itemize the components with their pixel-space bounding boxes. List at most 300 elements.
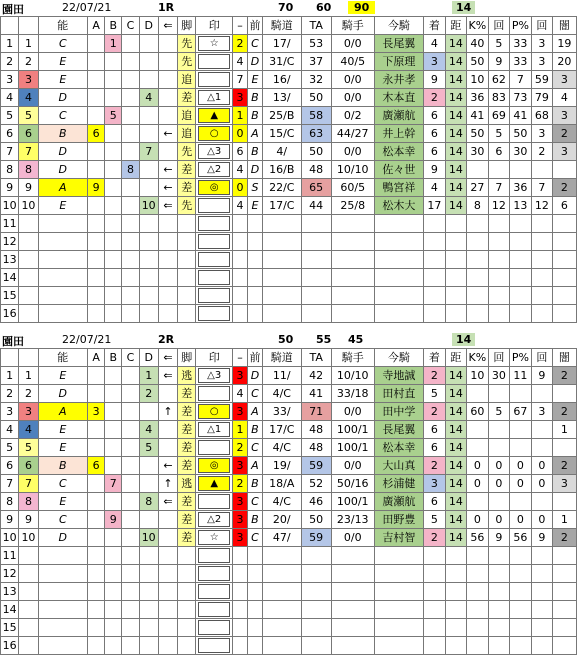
cell-empty bbox=[553, 547, 577, 565]
mark-box[interactable]: △2 bbox=[198, 162, 230, 177]
cell-kai: 9 bbox=[488, 529, 510, 547]
mark-box[interactable] bbox=[198, 270, 230, 285]
cell-kido: 4/C bbox=[262, 493, 301, 511]
cell-ta: 37 bbox=[301, 53, 331, 71]
cell-kido: 19/ bbox=[262, 457, 301, 475]
cell-w: 10 bbox=[19, 197, 38, 215]
cell-empty bbox=[331, 269, 374, 287]
cell-yami: 4 bbox=[553, 89, 577, 107]
cell-w: 10 bbox=[19, 529, 38, 547]
cell-ta: 53 bbox=[301, 35, 331, 53]
cell-nou: D bbox=[38, 143, 87, 161]
cell-empty: 13 bbox=[1, 583, 19, 601]
cell-k: 27 bbox=[467, 179, 489, 197]
table-row[interactable] bbox=[1, 107, 577, 125]
cell-empty bbox=[178, 287, 196, 305]
cell-empty bbox=[301, 547, 331, 565]
mark-box[interactable] bbox=[198, 638, 230, 653]
mark-box[interactable] bbox=[198, 566, 230, 581]
cell-empty bbox=[232, 637, 247, 655]
cell-ta: 32 bbox=[301, 71, 331, 89]
column-header: – bbox=[232, 349, 247, 367]
table-row[interactable] bbox=[1, 143, 577, 161]
cell-kai: 83 bbox=[488, 89, 510, 107]
cell-empty bbox=[105, 601, 122, 619]
cell-ima: 松木大 bbox=[374, 197, 423, 215]
cell-nou: E bbox=[38, 493, 87, 511]
cell-empty bbox=[247, 251, 262, 269]
cell-dash: 2 bbox=[232, 439, 247, 457]
cell-dash: 3 bbox=[232, 367, 247, 385]
cell-empty bbox=[488, 601, 510, 619]
cell-chaku: 17 bbox=[424, 197, 446, 215]
cell-empty bbox=[105, 583, 122, 601]
cell-nou: A bbox=[38, 403, 87, 421]
cell-k: 10 bbox=[467, 367, 489, 385]
table-row-empty bbox=[1, 251, 577, 269]
table-row[interactable] bbox=[1, 179, 577, 197]
cell-empty bbox=[467, 601, 489, 619]
mark-box[interactable] bbox=[198, 54, 230, 69]
cell-empty bbox=[38, 233, 87, 251]
cell-yami: 2 bbox=[553, 529, 577, 547]
mark-box[interactable] bbox=[198, 252, 230, 267]
mark-box[interactable] bbox=[198, 288, 230, 303]
cell-nou: C bbox=[38, 511, 87, 529]
cell-k bbox=[467, 161, 489, 179]
cell-b bbox=[105, 197, 122, 215]
mark-box[interactable] bbox=[198, 306, 230, 321]
cell-ima: 井上幹 bbox=[374, 125, 423, 143]
mark-box[interactable]: ▲ bbox=[198, 108, 230, 123]
mark-box[interactable]: ◎ bbox=[198, 458, 230, 473]
cell-d bbox=[139, 107, 158, 125]
cell-mark bbox=[196, 403, 233, 421]
cell-empty bbox=[467, 215, 489, 233]
cell-empty bbox=[87, 547, 104, 565]
cell-empty bbox=[38, 619, 87, 637]
cell-a bbox=[87, 53, 104, 71]
cell-arrow bbox=[158, 89, 177, 107]
cell-yami: 2 bbox=[553, 179, 577, 197]
cell-n: 6 bbox=[1, 125, 19, 143]
cell-dash: 2 bbox=[232, 35, 247, 53]
cell-mae: A bbox=[247, 403, 262, 421]
mark-box[interactable] bbox=[198, 440, 230, 455]
cell-w: 3 bbox=[19, 71, 38, 89]
cell-kishu: 0/2 bbox=[331, 107, 374, 125]
cell-dash: 0 bbox=[232, 179, 247, 197]
cell-ima: 吉村智 bbox=[374, 529, 423, 547]
cell-d: 1 bbox=[139, 367, 158, 385]
cell-p: 33 bbox=[510, 35, 532, 53]
cell-empty bbox=[301, 287, 331, 305]
cell-empty bbox=[488, 233, 510, 251]
cell-empty bbox=[467, 251, 489, 269]
cell-empty bbox=[467, 287, 489, 305]
top-val-2: 60 bbox=[316, 1, 332, 14]
column-header: 騎道 bbox=[262, 349, 301, 367]
cell-empty bbox=[196, 305, 233, 323]
cell-p bbox=[510, 421, 532, 439]
cell-empty bbox=[38, 565, 87, 583]
cell-empty bbox=[301, 215, 331, 233]
cell-n: 7 bbox=[1, 475, 19, 493]
table-row[interactable] bbox=[1, 89, 577, 107]
table-row[interactable] bbox=[1, 197, 577, 215]
cell-dash: 3 bbox=[232, 89, 247, 107]
cell-empty bbox=[262, 637, 301, 655]
cell-d bbox=[139, 475, 158, 493]
mark-box[interactable] bbox=[198, 548, 230, 563]
column-header: 回 bbox=[531, 349, 553, 367]
cell-n: 4 bbox=[1, 421, 19, 439]
table-row[interactable] bbox=[1, 71, 577, 89]
table-row-empty bbox=[1, 565, 577, 583]
table-row[interactable] bbox=[1, 35, 577, 53]
cell-n: 8 bbox=[1, 493, 19, 511]
cell-b bbox=[105, 53, 122, 71]
cell-empty: 14 bbox=[1, 601, 19, 619]
cell-d bbox=[139, 161, 158, 179]
table-row[interactable] bbox=[1, 161, 577, 179]
column-header: ⇐ bbox=[158, 349, 177, 367]
cell-mae: C bbox=[247, 529, 262, 547]
column-header: 距 bbox=[445, 17, 467, 35]
cell-mark bbox=[196, 457, 233, 475]
cell-kyori: 14 bbox=[445, 367, 467, 385]
column-header: 騎手 bbox=[331, 349, 374, 367]
cell-empty bbox=[510, 565, 532, 583]
cell-empty bbox=[122, 251, 139, 269]
cell-chaku: 6 bbox=[424, 125, 446, 143]
cell-mark bbox=[196, 367, 233, 385]
cell-a bbox=[87, 367, 104, 385]
cell-w: 8 bbox=[19, 493, 38, 511]
column-header bbox=[19, 17, 38, 35]
cell-empty bbox=[531, 583, 553, 601]
cell-n: 3 bbox=[1, 71, 19, 89]
column-header: 脚 bbox=[178, 349, 196, 367]
column-header: – bbox=[232, 17, 247, 35]
cell-nou: D bbox=[38, 161, 87, 179]
cell-empty bbox=[331, 601, 374, 619]
mark-box[interactable]: △1 bbox=[198, 90, 230, 105]
mark-box[interactable]: ○ bbox=[198, 126, 230, 141]
cell-ta: 52 bbox=[301, 475, 331, 493]
cell-empty bbox=[445, 601, 467, 619]
cell-empty bbox=[139, 269, 158, 287]
cell-d: 2 bbox=[139, 385, 158, 403]
cell-kyori: 14 bbox=[445, 35, 467, 53]
cell-nou: E bbox=[38, 421, 87, 439]
cell-p: 7 bbox=[510, 71, 532, 89]
cell-empty bbox=[122, 215, 139, 233]
cell-empty bbox=[374, 215, 423, 233]
cell-ta: 48 bbox=[301, 161, 331, 179]
cell-empty bbox=[262, 619, 301, 637]
cell-kai2 bbox=[531, 439, 553, 457]
cell-n: 10 bbox=[1, 197, 19, 215]
cell-kishu: 0/0 bbox=[331, 143, 374, 161]
cell-k: 56 bbox=[467, 529, 489, 547]
mark-box[interactable]: ☆ bbox=[198, 530, 230, 545]
mark-box[interactable]: △3 bbox=[198, 368, 230, 383]
mark-box[interactable]: ◎ bbox=[198, 180, 230, 195]
cell-kyori: 14 bbox=[445, 475, 467, 493]
cell-chaku: 6 bbox=[424, 107, 446, 125]
cell-kyori: 14 bbox=[445, 493, 467, 511]
cell-empty bbox=[488, 251, 510, 269]
cell-nou: A bbox=[38, 179, 87, 197]
cell-empty bbox=[488, 305, 510, 323]
cell-empty bbox=[105, 637, 122, 655]
cell-empty bbox=[178, 251, 196, 269]
cell-empty bbox=[105, 287, 122, 305]
cell-empty bbox=[196, 215, 233, 233]
cell-dash: 0 bbox=[232, 125, 247, 143]
cell-empty bbox=[139, 287, 158, 305]
cell-empty bbox=[196, 583, 233, 601]
cell-kyaku: 先 bbox=[178, 143, 196, 161]
table-row[interactable] bbox=[1, 475, 577, 493]
cell-empty bbox=[122, 601, 139, 619]
cell-chaku: 9 bbox=[424, 161, 446, 179]
cell-k bbox=[467, 385, 489, 403]
cell-yami: 2 bbox=[553, 403, 577, 421]
cell-empty bbox=[196, 233, 233, 251]
cell-kai: 0 bbox=[488, 457, 510, 475]
cell-empty bbox=[553, 215, 577, 233]
cell-b: 1 bbox=[105, 35, 122, 53]
cell-empty bbox=[531, 305, 553, 323]
cell-kyori: 14 bbox=[445, 143, 467, 161]
mark-box[interactable] bbox=[198, 198, 230, 213]
cell-arrow: ⇐ bbox=[158, 197, 177, 215]
cell-empty bbox=[424, 565, 446, 583]
cell-arrow: ← bbox=[158, 457, 177, 475]
cell-arrow: ⇐ bbox=[158, 493, 177, 511]
table-row-empty bbox=[1, 637, 577, 655]
cell-kai2: 3 bbox=[531, 403, 553, 421]
cell-kyaku: 差 bbox=[178, 89, 196, 107]
table-row[interactable] bbox=[1, 493, 577, 511]
mark-box[interactable] bbox=[198, 584, 230, 599]
table-row[interactable] bbox=[1, 367, 577, 385]
cell-empty bbox=[232, 269, 247, 287]
cell-empty bbox=[19, 637, 38, 655]
cell-empty bbox=[158, 215, 177, 233]
cell-empty bbox=[122, 565, 139, 583]
cell-empty: 13 bbox=[1, 251, 19, 269]
cell-mark bbox=[196, 71, 233, 89]
mark-box[interactable] bbox=[198, 602, 230, 617]
cell-empty bbox=[467, 565, 489, 583]
column-header: 闇 bbox=[553, 349, 577, 367]
cell-empty bbox=[87, 583, 104, 601]
mark-box[interactable] bbox=[198, 72, 230, 87]
cell-empty bbox=[262, 305, 301, 323]
table-row[interactable] bbox=[1, 421, 577, 439]
cell-ima: 大山真 bbox=[374, 457, 423, 475]
cell-empty bbox=[331, 583, 374, 601]
cell-empty bbox=[445, 583, 467, 601]
cell-empty bbox=[553, 601, 577, 619]
cell-kai2: 0 bbox=[531, 475, 553, 493]
cell-p: 0 bbox=[510, 511, 532, 529]
cell-kai: 7 bbox=[488, 179, 510, 197]
cell-mark bbox=[196, 53, 233, 71]
cell-empty bbox=[19, 251, 38, 269]
mark-box[interactable]: △1 bbox=[198, 422, 230, 437]
cell-nou: E bbox=[38, 71, 87, 89]
cell-ta: 46 bbox=[301, 493, 331, 511]
cell-empty bbox=[424, 547, 446, 565]
cell-kishu: 23/13 bbox=[331, 511, 374, 529]
column-header bbox=[1, 349, 19, 367]
cell-d: 10 bbox=[139, 529, 158, 547]
cell-chaku: 6 bbox=[424, 421, 446, 439]
cell-d bbox=[139, 125, 158, 143]
cell-kai2: 59 bbox=[531, 71, 553, 89]
cell-ta: 71 bbox=[301, 403, 331, 421]
cell-kai: 5 bbox=[488, 403, 510, 421]
cell-empty bbox=[445, 215, 467, 233]
cell-dash: 1 bbox=[232, 421, 247, 439]
cell-chaku: 2 bbox=[424, 403, 446, 421]
column-header: K% bbox=[467, 17, 489, 35]
cell-ima: 寺地誠 bbox=[374, 367, 423, 385]
mark-box[interactable]: ☆ bbox=[198, 36, 230, 51]
cell-kyori: 14 bbox=[445, 107, 467, 125]
cell-empty bbox=[87, 269, 104, 287]
cell-empty bbox=[301, 637, 331, 655]
cell-kishu: 10/10 bbox=[331, 161, 374, 179]
cell-w: 5 bbox=[19, 439, 38, 457]
cell-p: 56 bbox=[510, 529, 532, 547]
cell-ta: 50 bbox=[301, 511, 331, 529]
cell-c bbox=[122, 179, 139, 197]
mark-box[interactable]: △2 bbox=[198, 512, 230, 527]
cell-empty bbox=[445, 269, 467, 287]
cell-empty bbox=[139, 251, 158, 269]
cell-kai2 bbox=[531, 421, 553, 439]
cell-b bbox=[105, 89, 122, 107]
cell-kai: 5 bbox=[488, 125, 510, 143]
cell-n: 8 bbox=[1, 161, 19, 179]
table-row[interactable] bbox=[1, 385, 577, 403]
cell-n: 3 bbox=[1, 403, 19, 421]
cell-mae: B bbox=[247, 107, 262, 125]
cell-kishu: 50/16 bbox=[331, 475, 374, 493]
cell-empty bbox=[424, 233, 446, 251]
table-row[interactable] bbox=[1, 457, 577, 475]
cell-kido: 4/ bbox=[262, 143, 301, 161]
cell-p: 33 bbox=[510, 53, 532, 71]
cell-nou: C bbox=[38, 475, 87, 493]
table-row[interactable] bbox=[1, 529, 577, 547]
cell-empty bbox=[19, 583, 38, 601]
cell-mae: E bbox=[247, 71, 262, 89]
table-row[interactable] bbox=[1, 53, 577, 71]
cell-kyori: 14 bbox=[445, 385, 467, 403]
cell-empty bbox=[178, 305, 196, 323]
table-row[interactable] bbox=[1, 403, 577, 421]
cell-arrow bbox=[158, 385, 177, 403]
cell-kyori: 14 bbox=[445, 511, 467, 529]
cell-mae: B bbox=[247, 475, 262, 493]
cell-ima: 鴨宮祥 bbox=[374, 179, 423, 197]
cell-empty bbox=[467, 269, 489, 287]
cell-empty: 12 bbox=[1, 233, 19, 251]
cell-empty bbox=[467, 637, 489, 655]
cell-ima: 木本直 bbox=[374, 89, 423, 107]
cell-mae: B bbox=[247, 143, 262, 161]
mark-box[interactable]: △3 bbox=[198, 144, 230, 159]
mark-box[interactable] bbox=[198, 216, 230, 231]
cell-empty: 14 bbox=[1, 269, 19, 287]
mark-box[interactable] bbox=[198, 234, 230, 249]
cell-p bbox=[510, 385, 532, 403]
cell-kai: 9 bbox=[488, 53, 510, 71]
cell-nou: E bbox=[38, 197, 87, 215]
cell-kishu: 40/5 bbox=[331, 53, 374, 71]
cell-arrow: ↑ bbox=[158, 475, 177, 493]
table-row[interactable] bbox=[1, 439, 577, 457]
cell-mark bbox=[196, 125, 233, 143]
cell-mark bbox=[196, 143, 233, 161]
cell-b bbox=[105, 179, 122, 197]
cell-chaku: 4 bbox=[424, 179, 446, 197]
cell-yami bbox=[553, 161, 577, 179]
cell-empty bbox=[19, 233, 38, 251]
mark-box[interactable] bbox=[198, 386, 230, 401]
cell-empty bbox=[196, 619, 233, 637]
cell-empty bbox=[247, 619, 262, 637]
table-row[interactable] bbox=[1, 511, 577, 529]
cell-empty bbox=[232, 305, 247, 323]
cell-arrow: ← bbox=[158, 179, 177, 197]
cell-mae: B bbox=[247, 511, 262, 529]
cell-empty bbox=[122, 637, 139, 655]
cell-kai2: 3 bbox=[531, 53, 553, 71]
cell-mae: C bbox=[247, 439, 262, 457]
cell-empty bbox=[178, 233, 196, 251]
cell-p bbox=[510, 161, 532, 179]
cell-d bbox=[139, 457, 158, 475]
cell-empty bbox=[247, 547, 262, 565]
mark-box[interactable]: ▲ bbox=[198, 476, 230, 491]
mark-box[interactable]: ○ bbox=[198, 404, 230, 419]
column-header: 前 bbox=[247, 17, 262, 35]
cell-kyaku: 差 bbox=[178, 385, 196, 403]
cell-empty bbox=[122, 269, 139, 287]
cell-kai bbox=[488, 385, 510, 403]
race-header bbox=[0, 0, 578, 17]
mark-box[interactable] bbox=[198, 494, 230, 509]
cell-empty bbox=[247, 565, 262, 583]
cell-dash: 3 bbox=[232, 457, 247, 475]
column-header: P% bbox=[510, 349, 532, 367]
cell-empty bbox=[247, 637, 262, 655]
cell-kai2: 9 bbox=[531, 367, 553, 385]
cell-yami: 1 bbox=[553, 511, 577, 529]
cell-kyaku: 差 bbox=[178, 179, 196, 197]
cell-empty bbox=[467, 547, 489, 565]
cell-d: 10 bbox=[139, 197, 158, 215]
table-row[interactable] bbox=[1, 125, 577, 143]
mark-box[interactable] bbox=[198, 620, 230, 635]
